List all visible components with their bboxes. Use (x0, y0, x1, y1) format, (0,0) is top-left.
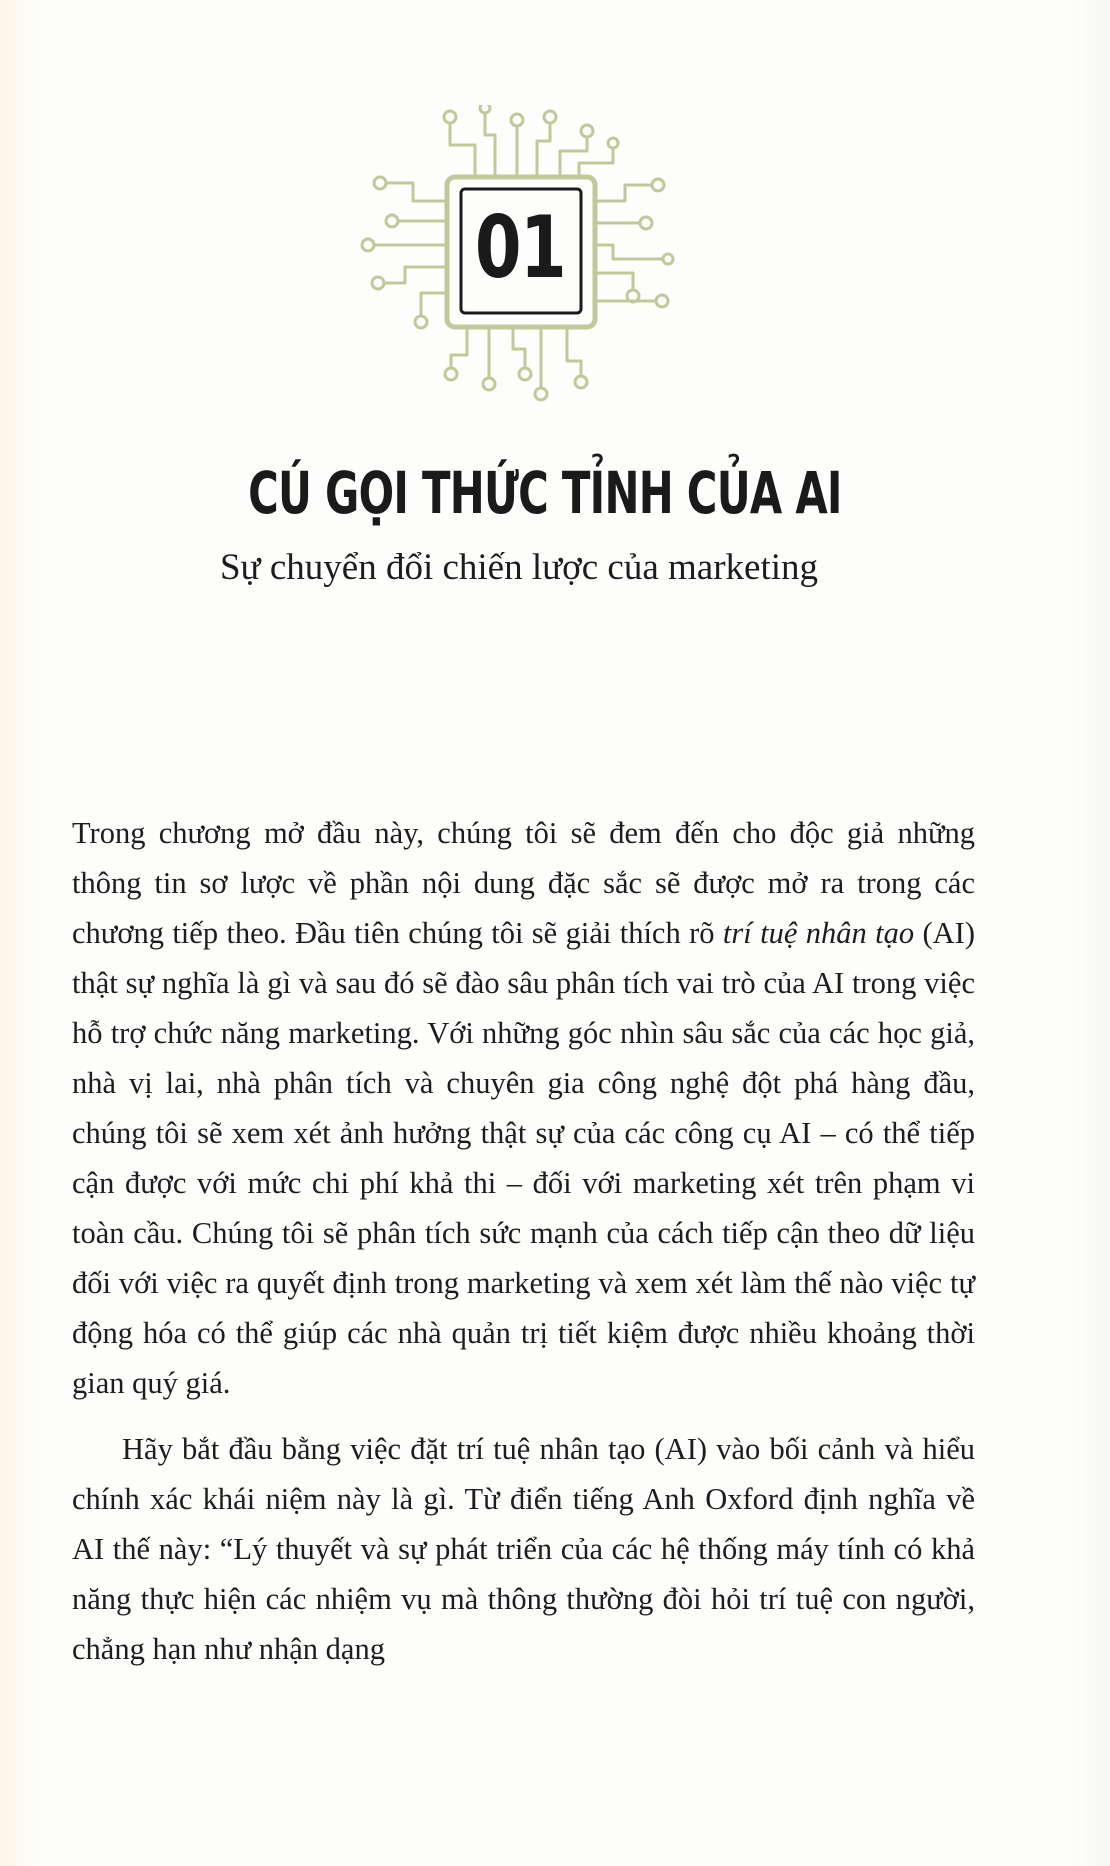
chapter-subtitle: Sự chuyển đổi chiến lược của marketing (219, 547, 819, 588)
paragraph-1-italic-term: trí tuệ nhân tạo (722, 916, 915, 950)
paragraph-1-end: (AI) thật sự nghĩa là gì và sau đó sẽ đào sâu phân tích vai trò của AI trong việc hỗ trợ chức năng marketing. Với những góc nhìn sâu sắc của các học giả, nhà vị lai, nhà phân tích và chuyên gia công nghệ đột phá hàng đầu, chúng tôi sẽ xem xét ảnh hưởng thật sự của các công cụ AI – có thể tiếp cận được với mức chi phí khả thi – đối với marketing xét trên phạm vi toàn cầu. Chúng tôi sẽ phân tích sức mạnh của cách tiếp cận theo dữ liệu đối với việc ra quyết định trong marketing và xem xét làm thế nào việc tự động hóa có thể giúp các nhà quản trị tiết kiệm được nhiều khoảng thời gian quý giá. (72, 916, 975, 1400)
paragraph-1-start: Trong chương mở đầu này, chúng tôi sẽ đem đến cho độc giả những thông tin sơ lược về phần nội dung đặc sắc sẽ được mở ra trong các chương tiếp theo. Đầu tiên chúng tôi sẽ giải thích rõ (72, 816, 975, 950)
chapter-number: 01 (474, 198, 566, 298)
chapter-title: CÚ GỌI THỨC TỈNH CỦA AI (248, 459, 842, 527)
body-text (72, 808, 975, 1674)
paragraph-1 (72, 808, 975, 1408)
paragraph-2: Hãy bắt đầu bằng việc đặt trí tuệ nhân tạo (AI) vào bối cảnh và hiểu chính xác khái niệm này là gì. Từ điển tiếng Anh Oxford định nghĩa về AI thế này: “Lý thuyết và sự phát triển của các hệ thống máy tính có khả năng thực hiện các nhiệm vụ mà thông thường đòi hỏi trí tuệ con người, chẳng hạn như nhận dạng (72, 1432, 975, 1666)
